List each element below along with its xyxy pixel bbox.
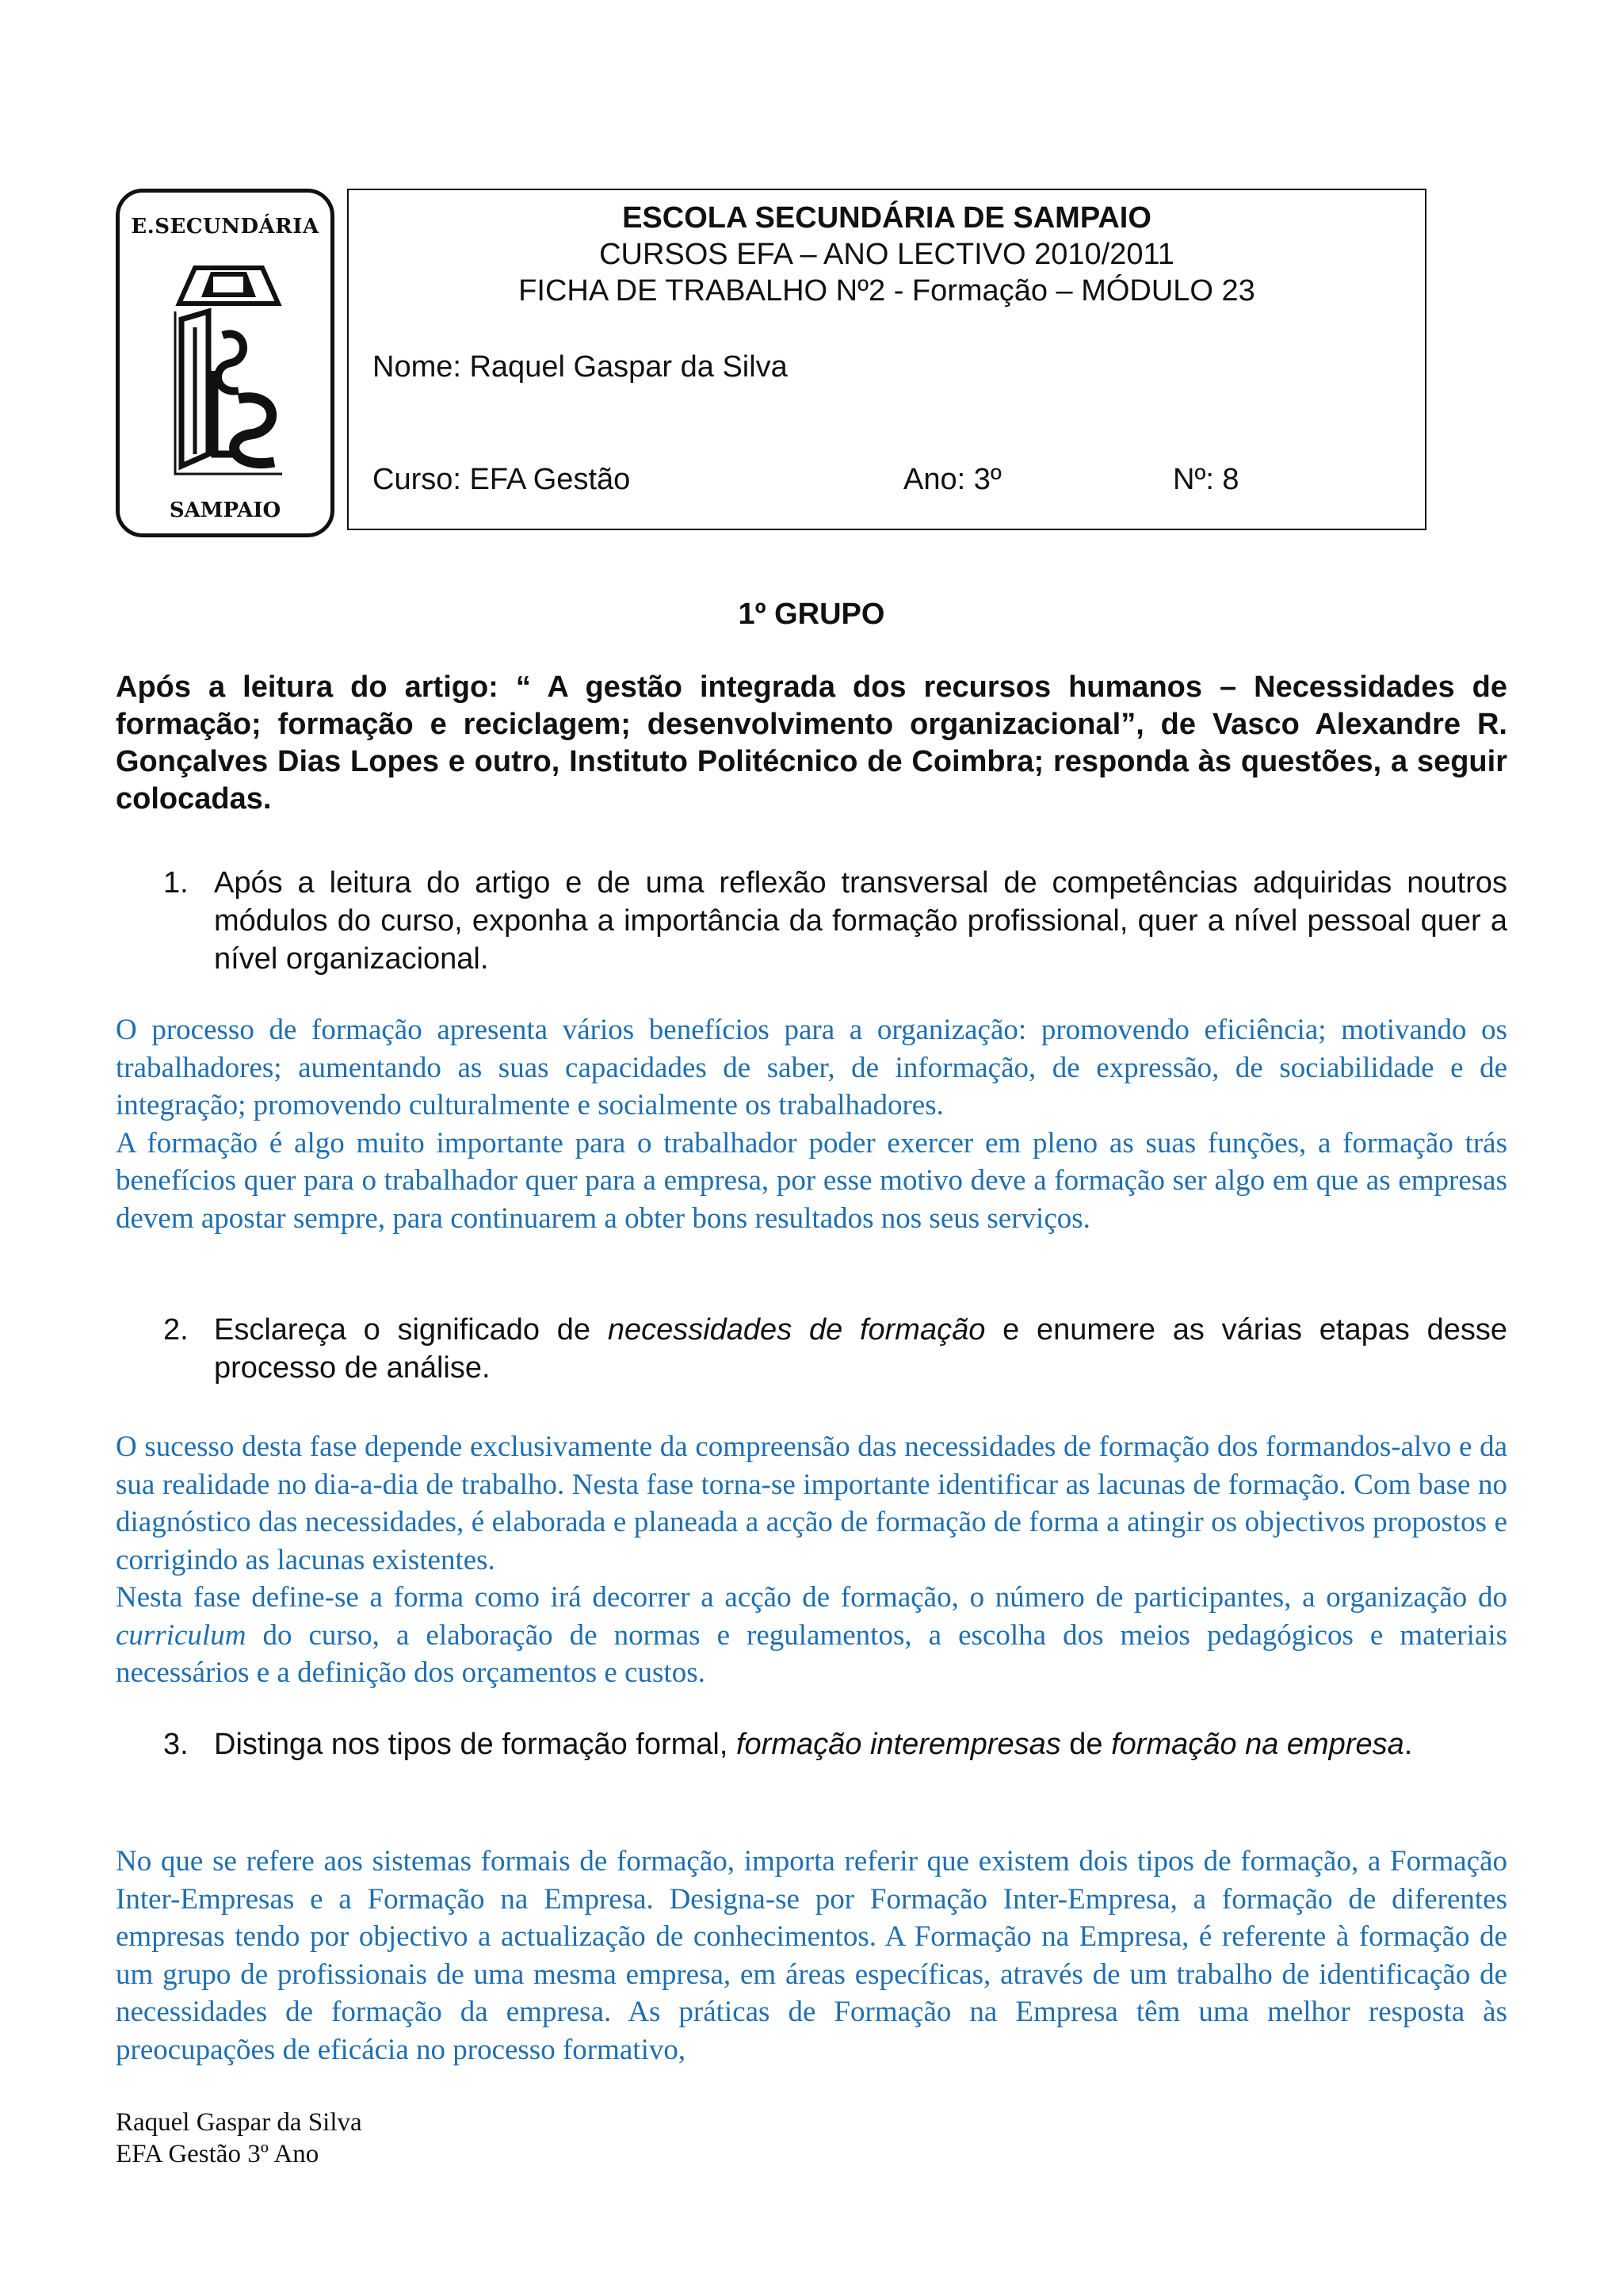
student-name: Nome: Raquel Gaspar da Silva <box>372 350 788 384</box>
year-field: Ano: 3º <box>903 463 1002 496</box>
answer-paragraph: A formação é algo muito importante para o trabalhador poder exercer em pleno as suas funções, a formação trás benefícios quer para o trabalhador quer para a empresa, por esse motivo deve a formação ser algo em que as empresas devem apostar sempre, para continuarem a obter bons resultados nos seus serviços. <box>116 1126 1507 1235</box>
school-name: ESCOLA SECUNDÁRIA DE SAMPAIO <box>622 201 1151 235</box>
question-emphasis: formação na empresa <box>1111 1728 1404 1761</box>
group-title: 1º GRUPO <box>738 598 885 631</box>
answer-3 <box>116 1843 1507 2069</box>
question-text: Distinga nos tipos de formação formal, <box>214 1728 736 1761</box>
answer-paragraph: O processo de formação apresenta vários benefícios para a organização: promovendo eficiência; motivando os trabalhadores; aumentando as suas capacidades de saber, de informação, de expressão, de sociabilidade e de integração; promovendo culturalmente e socialmente os trabalhadores. <box>116 1014 1507 1121</box>
question-text: . <box>1403 1728 1413 1761</box>
logo-bottom-text: SAMPAIO <box>169 499 281 522</box>
header-box <box>347 189 1426 530</box>
course-field: Curso: EFA Gestão <box>372 463 631 496</box>
logo-top-text: E.SECUNDÁRIA <box>131 215 319 239</box>
footer-author: Raquel Gaspar da Silva <box>116 2108 362 2137</box>
question-number: 2. <box>163 1313 189 1347</box>
school-emblem-icon <box>120 193 330 533</box>
intro-paragraph: Após a leitura do artigo: “ A gestão integrada dos recursos humanos – Necessidades de formação; formação e reciclagem; desenvolvimento organizacional”, de Vasco Alexandre R. Gonçalves Dias Lopes e outro, Instituto Politécnico de Coimbra; responda às questões, a seguir colocadas. <box>116 670 1507 816</box>
answer-2 <box>116 1428 1507 1692</box>
question-text: e enumere as várias etapas desse processo de análise. <box>214 1313 1507 1385</box>
question-2 <box>163 1311 1507 1387</box>
question-number: 1. <box>163 866 189 900</box>
answer-paragraph <box>116 1579 1507 1692</box>
question-text: Esclareça o significado de <box>214 1313 608 1347</box>
worksheet-line: FICHA DE TRABALHO Nº2 - Formação – MÓDULO 23 <box>518 274 1255 308</box>
answer-text: Nesta fase define-se a forma como irá decorrer a acção de formação, o número de participantes, a organização do <box>116 1581 1507 1614</box>
question-text: de <box>1060 1728 1112 1761</box>
number-field: Nº: 8 <box>1173 463 1239 496</box>
question-3 <box>163 1725 1507 1763</box>
question-1 <box>163 864 1507 978</box>
question-emphasis: formação interempresas <box>735 1728 1061 1761</box>
question-emphasis: necessidades de formação <box>607 1313 986 1347</box>
question-text: Após a leitura do artigo e de uma reflexão transversal de competências adquiridas noutros módulos do curso, exponha a importância da formação profissional, quer a nível pessoal quer a nível organizacional. <box>214 866 1507 976</box>
courses-line: CURSOS EFA – ANO LECTIVO 2010/2011 <box>599 238 1174 271</box>
school-logo <box>116 189 334 537</box>
answer-paragraph: O sucesso desta fase depende exclusivamente da compreensão das necessidades de formação dos formandos-alvo e da sua realidade no dia-a-dia de trabalho. Nesta fase torna-se importante identificar as lacunas de formação. Com base no diagnóstico das necessidades, é elaborada e planeada a acção de formação de forma a atingir os objectivos propostos e corrigindo as lacunas existentes. <box>116 1431 1507 1576</box>
page-footer <box>116 2107 362 2170</box>
footer-course: EFA Gestão 3º Ano <box>116 2140 319 2168</box>
answer-text: do curso, a elaboração de normas e regulamentos, a escolha dos meios pedagógicos e materiais necessários e a definição dos orçamentos e custos. <box>116 1618 1507 1689</box>
answer-paragraph: No que se refere aos sistemas formais de formação, importa referir que existem dois tipos de formação, a Formação Inter-Empresas e a Formação na Empresa. Designa-se por Formação Inter-Empresa, a formação de diferentes empresas tendo por objectivo a actualização de conhecimentos. A Formação na Empresa, é referente à formação de um grupo de profissionais de uma mesma empresa, em áreas específicas, através de um trabalho de identificação de necessidades de formação da empresa. As práticas de Formação na Empresa têm uma melhor resposta às preocupações de eficácia no processo formativo, <box>116 1845 1507 2066</box>
question-number: 3. <box>163 1728 189 1761</box>
answer-emphasis: curriculum <box>116 1618 246 1652</box>
answer-1 <box>116 1011 1507 1237</box>
